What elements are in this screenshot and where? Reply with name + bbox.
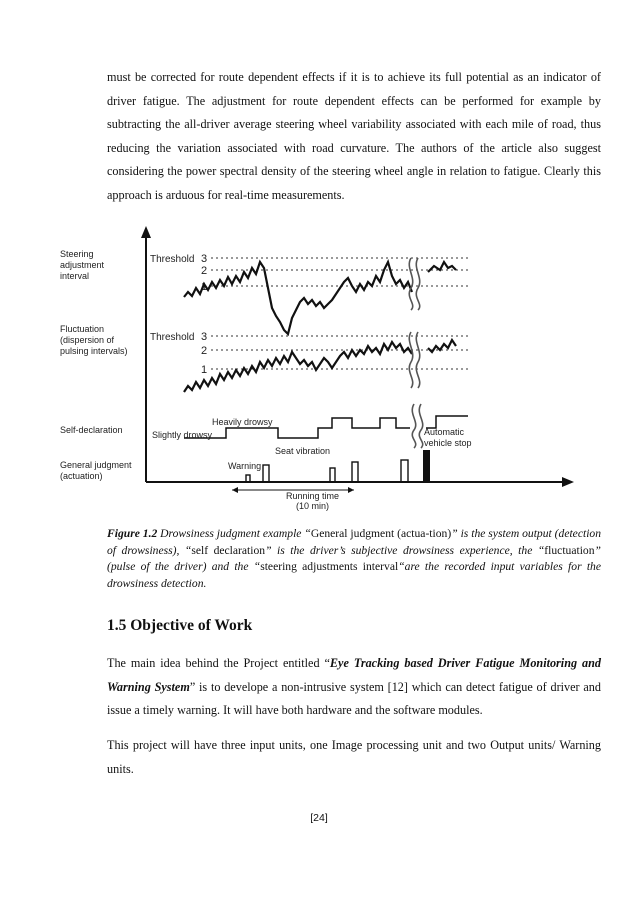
- warning-bar-2: [330, 468, 335, 482]
- threshold-bottom-label: Threshold: [150, 332, 195, 343]
- seat-vibration-label: Seat vibration: [275, 446, 331, 456]
- judgment-bars: [246, 460, 408, 482]
- drowsiness-figure: [56, 222, 580, 520]
- label-fluct-3: pulsing intervals): [60, 346, 128, 356]
- slightly-drowsy-label: Slightly drowsy: [152, 430, 213, 440]
- label-general-1: General judgment: [60, 460, 132, 470]
- heavily-drowsy-label: Heavily drowsy: [212, 417, 273, 427]
- level-1-bottom: 1: [201, 364, 208, 376]
- page-number: [24]: [310, 812, 328, 824]
- automatic-stop-label-2: vehicle stop: [424, 438, 472, 448]
- body-paragraph-1: must be corrected for route dependent effects if it is to achieve its full potential as an indicator of driver fatigue. The adjustment for route dependent effects can be performed for example by subtracting the all-driver average steering wheel variability associated with each mile of road, thus reducing the variation associated with road curvature. The authors of the article also suggest considering the power spectral density of the steering wheel angle in relation to fatigue. Clearly this approach is arduous for real-time measurements.: [107, 70, 601, 202]
- caption-label: Figure 1.2: [107, 527, 158, 540]
- running-time-label: Running time: [286, 491, 340, 501]
- seat-vibration-bar-2: [352, 462, 358, 482]
- level-2-bottom: 2: [201, 345, 208, 357]
- level-1-top: 1: [201, 281, 208, 293]
- label-general-2: (actuation): [60, 471, 103, 481]
- level-2-top: 2: [201, 265, 208, 277]
- level-3-bottom: 3: [201, 331, 208, 343]
- seat-vibration-bar-1: [263, 465, 269, 482]
- label-steering-1: Steering: [60, 249, 94, 259]
- label-fluct-2: (dispersion of: [60, 335, 115, 345]
- project-title: Eye Tracking based Driver Fatigue Monitoring and Warning System: [107, 656, 601, 694]
- automatic-stop-bar: [423, 450, 430, 482]
- level-3-top: 3: [201, 253, 208, 265]
- label-steering-2: adjustment: [60, 260, 105, 270]
- seat-vibration-bar-3: [401, 460, 408, 482]
- label-self-declaration: Self-declaration: [60, 425, 123, 435]
- running-time-indicator: [232, 487, 354, 511]
- warning-bar: [246, 475, 250, 482]
- body-paragraph-2: The main idea behind the Project entitled “Eye Tracking based Driver Fatigue Monitoring and Warning System” is to develope a non-intrusive system [12] which can detect fatigue of driver and issue a timely warning. It will have both hardware and the software modules.: [107, 656, 601, 717]
- label-fluct-1: Fluctuation: [60, 324, 105, 334]
- drowsiness-diagram: [56, 222, 580, 520]
- section-heading: 1.5 Objective of Work: [107, 617, 253, 634]
- automatic-stop-label-1: Automatic: [424, 427, 465, 437]
- threshold-top-label: Threshold: [150, 254, 195, 265]
- label-steering-3: interval: [60, 271, 90, 281]
- running-time-sub-label: (10 min): [296, 501, 330, 511]
- warning-label: Warning: [228, 461, 262, 471]
- figure-caption: Figure 1.2 Drowsiness judgment example “General judgment (actua-tion)” is the system output (detection of drowsiness), “self declaration” is the driver’s subjective drowsiness experience, the “fluctuation” (pulse of the driver) and the “steering adjustments interval“are the recorded input variables for the drowsiness detection.: [107, 527, 602, 590]
- body-paragraph-3: This project will have three input units, one Image processing unit and two Output units/ Warning units.: [107, 738, 601, 776]
- steering-signal: [184, 262, 412, 334]
